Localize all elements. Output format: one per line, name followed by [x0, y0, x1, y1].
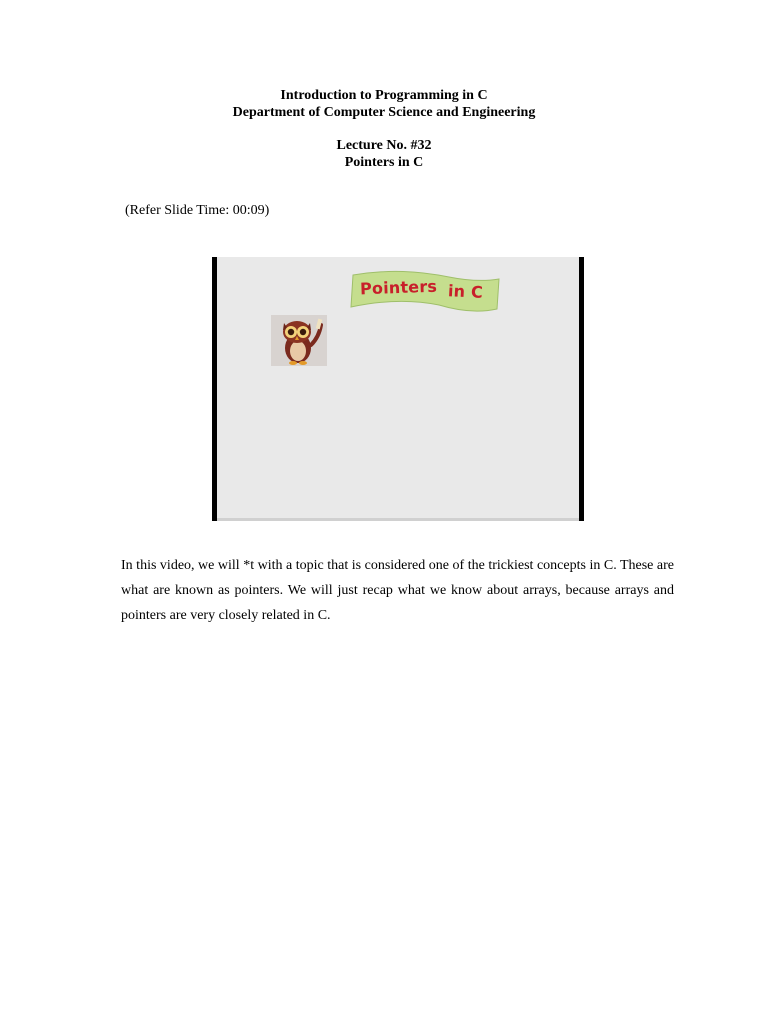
- transcript-body: [121, 553, 674, 628]
- slide-bottom-edge: [217, 518, 579, 521]
- owl-icon: [271, 315, 327, 366]
- slide-image: [212, 257, 584, 521]
- banner-word-pointers: Pointers: [359, 276, 438, 299]
- course-header: [0, 88, 768, 121]
- transcript-paragraph: In this video, we will *t with a topic that is considered one of the trickiest concepts in C. These are what are known as pointers. We will just recap what we know about arrays, because arrays and pointers are very closely related in C.: [121, 558, 674, 623]
- course-title: Introduction to Programming in C: [280, 88, 488, 103]
- lecture-header: [0, 138, 768, 171]
- slide-canvas: [217, 257, 579, 521]
- banner-word-in-c: in C: [447, 281, 484, 302]
- lecture-number: Lecture No. #32: [336, 138, 432, 153]
- title-banner: [349, 269, 501, 315]
- slide-time-reference: (Refer Slide Time: 00:09): [125, 203, 270, 218]
- department-name: Department of Computer Science and Engineering: [232, 104, 536, 120]
- lecture-title: Pointers in C: [344, 154, 424, 170]
